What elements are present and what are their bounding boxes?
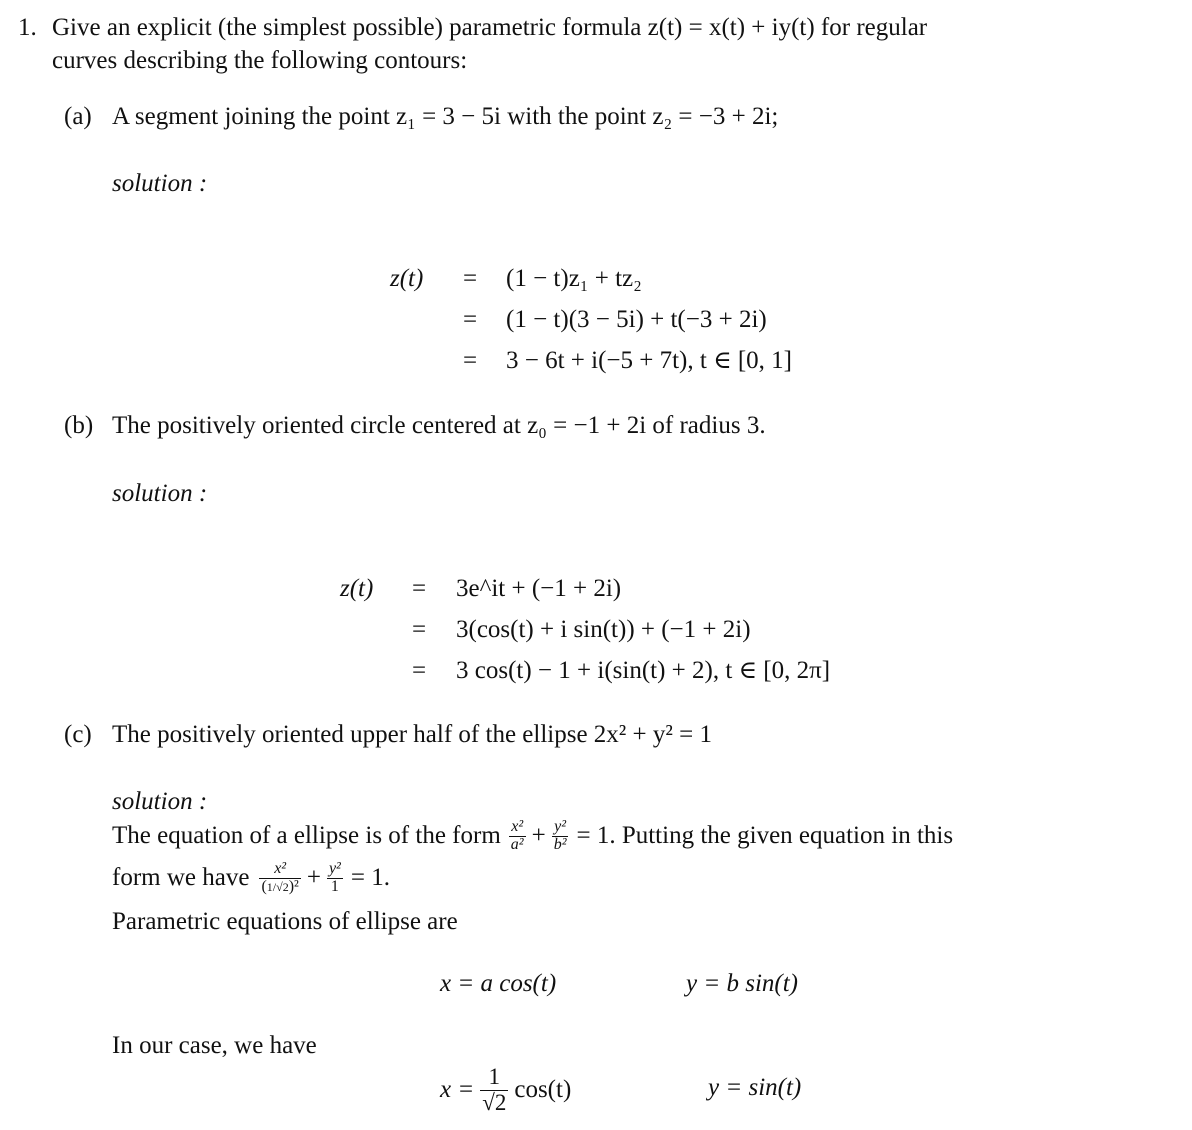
part-c-text: The positively oriented upper half of the ellipse 2x² + y² = 1	[112, 721, 712, 748]
part-a-lhs: z(t)	[390, 265, 424, 292]
part-c-line1-pre: The equation of a ellipse is of the form	[112, 821, 501, 849]
part-c-label: (c)	[64, 721, 92, 748]
part-b-label: (b)	[64, 412, 94, 439]
part-c-solution-label: solution :	[112, 788, 208, 815]
problem-intro-line2: curves describing the following contours:	[52, 47, 468, 74]
case-x-fraction	[480, 1065, 508, 1114]
part-a-eq-3: =	[463, 347, 478, 374]
part-a-line-2: (1 − t)(3 − 5i) + t(−3 + 2i)	[506, 306, 767, 333]
part-b-line-2: 3(cos(t) + i sin(t)) + (−1 + 2i)	[456, 616, 751, 643]
case-x-pre: x =	[440, 1075, 475, 1103]
part-b-eq-3: =	[412, 657, 427, 684]
in-our-case-text: In our case, we have	[112, 1032, 317, 1059]
part-b-line-3: 3 cos(t) − 1 + i(sin(t) + 2), t ∈ [0, 2π]	[456, 657, 831, 684]
ellipse-form-y-fraction: $\frac{\text{y²}}{\text{b²}}$	[553, 817, 567, 853]
ellipse-form-x-fraction: $\frac{\text{x²}}{\text{a²}}$	[510, 817, 524, 853]
part-c-line2	[112, 856, 390, 900]
part-a-text: A segment joining the point z₁ = 3 − 5i with the point z₂ = −3 + 2i;	[112, 103, 779, 130]
case-y-equation: y = sin(t)	[708, 1074, 802, 1101]
ellipse-form-plus: +	[531, 821, 546, 849]
part-c-line3: Parametric equations of ellipse are	[112, 908, 458, 935]
case-x-equation	[440, 1058, 571, 1122]
part-c-line1-post: = 1. Putting the given equation in this	[576, 821, 954, 849]
part-b-line-1: 3e^it + (−1 + 2i)	[456, 575, 622, 602]
part-c-line2-post: = 1.	[350, 863, 390, 891]
part-a-label: (a)	[64, 103, 92, 130]
part-a-line-1: (1 − t)z₁ + tz₂	[506, 265, 642, 292]
param-y-equation: y = b sin(t)	[686, 970, 798, 997]
param-x-equation: x = a cos(t)	[440, 970, 557, 997]
case-x-denominator: √2	[482, 1089, 507, 1115]
part-b-text: The positively oriented circle centered at z₀ = −1 + 2i of radius 3.	[112, 412, 766, 439]
part-a-solution-label: solution :	[112, 170, 208, 197]
given-form-plus: +	[306, 863, 321, 891]
problem-intro-line1: Give an explicit (the simplest possible) parametric formula z(t) = x(t) + iy(t) for regular	[52, 14, 928, 41]
part-a-eq-1: =	[463, 265, 478, 292]
part-b-lhs: z(t)	[340, 575, 374, 602]
case-x-post: cos(t)	[514, 1075, 572, 1103]
part-a-eq-2: =	[463, 306, 478, 333]
part-b-eq-2: =	[412, 616, 427, 643]
part-c-line2-pre: form we have	[112, 863, 250, 891]
part-b-eq-1: =	[412, 575, 427, 602]
problem-number: 1.	[18, 14, 37, 41]
given-form-x-fraction: $\frac{\text{x²}}{\text{(1/√2)²}}$	[261, 859, 299, 895]
given-form-y-fraction: $\frac{\text{y²}}{1}$	[328, 859, 341, 895]
part-c-line1	[112, 816, 953, 856]
part-a-line-3: 3 − 6t + i(−5 + 7t), t ∈ [0, 1]	[506, 347, 792, 374]
part-b-solution-label: solution :	[112, 480, 208, 507]
case-x-numerator: 1	[480, 1065, 508, 1090]
